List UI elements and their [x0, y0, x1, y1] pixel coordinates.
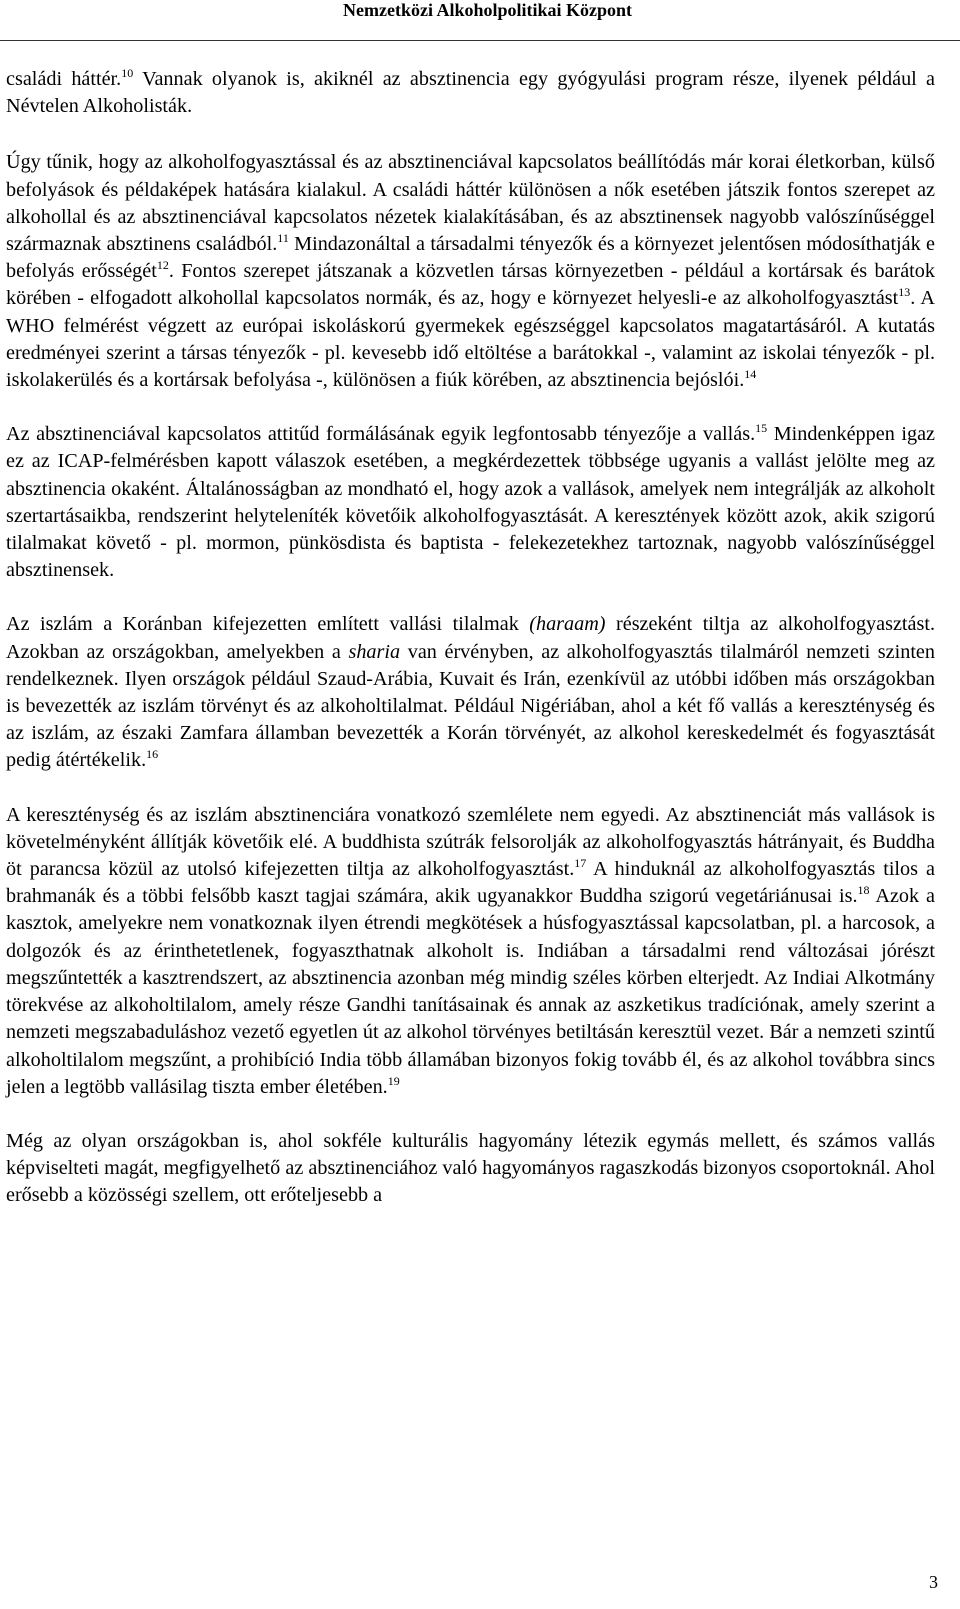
text-run: Az absztinenciával kapcsolatos attitűd formálásának egyik legfontosabb tényezője a vallás. — [6, 423, 756, 446]
footnote-marker: 14 — [744, 367, 757, 382]
text-run: Azok a kasztok, amelyekre nem vonatkoznak ilyen étrendi megkötések a húsfogyasztással kapcsolatban, pl. a harcosok, a dolgozók és az érinthetetlenek, fogyaszthatnak alkoholt is. Indiában a társadalmi rend változásai jórészt megszűntették a kasztrendszert, az absztinencia azonban még mindig széles körben elterjedt. Az Indiai Alkotmány törekvése az alkoholtilalom, amely része Gandhi tanításainak és annak az aszketikus tradíciónak, amely szerint a nemzeti megszabaduláshoz vezető egyetlen út az alkohol törvényes betiltásán keresztül vezet. Bár a nemzeti szintű alkoholtilalom megszűnt, a prohibíció India több államában bizonyos fokig tovább él, és az alkohol továbbra sincs jelen a legtöbb vallásilag tiszta ember életében. — [6, 885, 935, 1098]
text-run: . A WHO felmérést végzett az európai iskoláskorú gyermekek egészséggel kapcsolatos magatartásáról. A kutatás eredményei szerint a társas tényezők - pl. kevesebb idő eltöltése a barátokkal -, valamint az iskolai tényezők - pl. iskolakerülés és a kortársak befolyása -, különösen a fiúk körében, az absztinencia bejóslói. — [6, 287, 935, 392]
text-run: van érvényben, az alkoholfogyasztás tilalmáról nemzeti szinten rendelkeznek. Ilyen országok például Szaud-Arábia, Kuvait és Irán, ezenkívül az utóbbi időben más országokban is bevezették az iszlám törvényt és az alkoholtilalmat. Például Nigériában, ahol a két fő vallás a kereszténység és az iszlám, az északi Zamfara államban bevezették a Korán törvényét, az alkohol kereskedelmét és fogyasztását pedig átértékelik. — [6, 640, 935, 772]
text-run: Vannak olyanok is, akiknél az absztinencia egy gyógyulási program része, ilyenek például a Névtelen Alkoholisták. — [6, 68, 935, 118]
text-run: . Fontos szerepet játszanak a közvetlen társas környezetben - például a kortársak és barátok körében - elfogadott alkohollal kapcsolatos normák, és az, hogy e környezet helyesli-e az alkoholfogyasztást — [6, 260, 935, 310]
footnote-marker: 11 — [277, 231, 289, 246]
text-run: részeként tiltja az alkoholfogyasztást. Azokban az országokban, amelyekben a — [6, 613, 935, 663]
italic-term: sharia — [348, 640, 401, 663]
header-title: Nemzetközi Alkoholpolitikai Központ — [342, 0, 632, 20]
footnote-marker: 19 — [387, 1073, 400, 1088]
footnote-marker: 15 — [755, 421, 768, 436]
italic-term: (haraam) — [529, 613, 606, 636]
text-run: Mindazonáltal a társadalmi tényezők és a környezet jelentősen módosíthatják e befolyás erősségét — [6, 233, 935, 283]
paragraph — [6, 1128, 935, 1210]
text-run: Az iszlám a Koránban kifejezetten említett vallási tilalmak — [6, 613, 530, 636]
paragraph — [6, 611, 935, 774]
paragraph — [6, 149, 935, 394]
footnote-marker: 16 — [146, 747, 159, 762]
document-body — [6, 66, 935, 1237]
footnote-marker: 18 — [857, 883, 870, 898]
text-run: Mindenképpen igaz ez az ICAP-felmérésben kapott válaszok esetében, a megkérdezettek többsége ugyanis a vallást jelölte meg az absztinencia okaként. Általánosságban az mondható el, hogy azok a vallások, amelyek nem integrálják az alkoholt szertartásaikba, rendszerint helyteleníték követőik alkoholfogyasztását. A keresztények között azok, akik szigorú tilalmakat követő - pl. mormon, pünkösdista és baptista - felekezetekhez tartoznak, nagyobb valószínűséggel absztinensek. — [6, 423, 935, 582]
footnote-marker: 13 — [898, 285, 911, 300]
page-header — [0, 0, 960, 41]
text-run: családi háttér. — [6, 68, 122, 90]
text-run: A kereszténység és az iszlám absztinenciára vonatkozó szemlélete nem egyedi. Az absztinenciát más vallások is követelményként állítják követőik elé. A buddhista szútrák felsorolják az alkoholfogyasztás hátrányait, és Buddha öt parancsa közül az utolsó kifejezetten tiltja az alkoholfogyasztást. — [6, 803, 935, 881]
paragraph — [6, 66, 935, 120]
page-number: 3 — [929, 1572, 938, 1592]
text-run: A hinduknál az alkoholfogyasztás tilos a brahmanák és a többi felsőbb kaszt tagjai számára, akik ugyanakkor Buddha szigorú vegetáriánusai is. — [6, 858, 935, 908]
footnote-marker: 10 — [121, 66, 134, 80]
footnote-marker: 17 — [574, 856, 587, 871]
footnote-marker: 12 — [156, 258, 169, 273]
text-run: Úgy tűnik, hogy az alkoholfogyasztással és az absztinenciával kapcsolatos beállítódás már korai életkorban, külső befolyások és példaképek hatására kialakul. A családi háttér különösen a nők esetében játszik fontos szerepet az alkohollal és az absztinenciával kapcsolatos nézetek kialakításában, és az absztinensek nagyobb valószínűséggel származnak absztinens családból. — [6, 151, 935, 256]
paragraph — [6, 421, 935, 584]
text-run: Még az olyan országokban is, ahol sokféle kulturális hagyomány létezik egymás mellett, és számos vallás képviselteti magát, megfigyelhető az absztinenciához való hagyományos ragaszkodás bizonyos csoportoknál. Ahol erősebb a közösségi szellem, ott erőteljesebb a — [6, 1129, 935, 1207]
paragraph — [6, 802, 935, 1101]
